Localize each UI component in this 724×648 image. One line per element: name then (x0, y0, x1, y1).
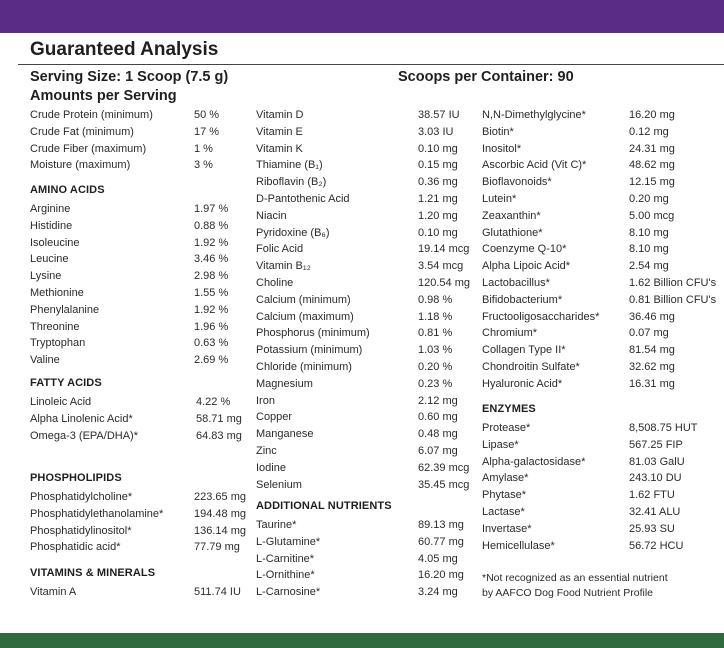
nutrient-value: 0.98 % (418, 293, 453, 306)
nutrient-value: 0.12 mg (629, 125, 669, 138)
nutrient-name: Lutein* (482, 193, 517, 205)
nutrient-value: 136.14 mg (194, 524, 246, 537)
nutrient-value: 5.00 mcg (629, 209, 675, 222)
nutrient-name: Niacin (256, 209, 287, 222)
nutrient-name: L-Ornithine* (256, 569, 315, 582)
nutrient-name: Chromium* (482, 327, 538, 340)
nutrient-value: 16.20 mg (629, 109, 675, 121)
nutrient-value: 77.79 mg (194, 541, 240, 554)
nutrient-value: 50 % (194, 109, 220, 121)
nutrient-value: 0.60 mg (418, 411, 458, 424)
nutrient-name: Chondroitin Sulfate* (482, 361, 580, 373)
nutrient-name: Hemicellulase* (482, 539, 555, 552)
nutrient-value: 8.10 mg (629, 243, 669, 256)
nutrient-value: 17 % (194, 125, 220, 138)
nutrient-value: 0.10 mg (418, 142, 458, 155)
nutrient-value: 56.72 HCU (629, 539, 684, 552)
nutrient-value: 0.88 % (194, 219, 229, 232)
nutrient-name: Chloride (minimum) (256, 361, 352, 373)
top-color-band (0, 0, 724, 33)
nutrient-name: Iodine (256, 461, 286, 474)
vitamins-minerals-heading: VITAMINS & MINERALS (30, 567, 156, 579)
nutrient-value: 2.54 mg (629, 260, 669, 273)
nutrient-value: 89.13 mg (418, 519, 464, 531)
nutrient-value: 16.20 mg (418, 569, 464, 582)
nutrient-name: Tryptophan (30, 337, 86, 350)
nutrient-value: 0.15 mg (418, 159, 458, 172)
nutrient-name: Coenzyme Q-10* (482, 243, 567, 256)
nutrient-name: Protease* (482, 422, 531, 434)
phospholipids-heading: PHOSPHOLIPIDS (30, 472, 122, 484)
nutrient-value: 0.10 mg (418, 226, 458, 239)
nutrient-value: 38.57 IU (418, 109, 460, 121)
nutrient-value: 194.48 mg (194, 507, 246, 520)
nutrient-name: Phosphorus (minimum) (256, 327, 370, 340)
nutrient-name: Iron (256, 394, 275, 407)
nutrient-value: 567.25 FIP (629, 438, 683, 451)
nutrient-value: 3 % (194, 159, 213, 172)
nutrient-value: 0.81 Billion CFU's (629, 293, 717, 306)
nutrient-value: 3.46 % (194, 253, 229, 266)
nutrient-value: 32.62 mg (629, 361, 675, 373)
nutrient-name: Biotin* (482, 125, 514, 138)
nutrient-value: 4.05 mg (418, 552, 458, 565)
nutrient-value: 223.65 mg (194, 491, 246, 503)
nutrient-value: 2.69 % (194, 354, 229, 367)
nutrient-value: 120.54 mg (418, 277, 470, 289)
nutrient-value: 0.20 mg (629, 193, 669, 205)
nutrient-name: N,N-Dimethylglycine* (482, 109, 586, 121)
nutrient-name: Invertase* (482, 522, 532, 535)
nutrient-name: Phosphatidylethanolamine* (30, 507, 164, 520)
nutrient-name: Taurine* (256, 519, 297, 531)
nutrient-name: Vitamin B₁₂ (256, 260, 311, 273)
nutrient-name: Arginine (30, 203, 71, 215)
nutrient-name: Fructooligosaccharides* (482, 310, 600, 323)
nutrient-value: 3.54 mcg (418, 260, 464, 273)
nutrient-value: 81.54 mg (629, 344, 675, 357)
nutrient-name: Phosphatidylinositol* (30, 524, 132, 537)
nutrient-value: 1.92 % (194, 236, 229, 249)
nutrient-value: 35.45 mcg (418, 478, 470, 491)
nutrient-name: Amylase* (482, 472, 529, 485)
nutrient-name: Choline (256, 277, 294, 289)
nutrient-name: D-Pantothenic Acid (256, 193, 350, 205)
nutrient-name: Vitamin A (30, 586, 77, 598)
amino-acids-heading: AMINO ACIDS (30, 184, 105, 196)
nutrient-name: Calcium (maximum) (256, 310, 354, 323)
nutrient-value: 0.07 mg (629, 327, 669, 340)
nutrient-value: 6.07 mg (418, 445, 458, 457)
nutrient-name: Moisture (maximum) (30, 159, 131, 172)
nutrient-name: Histidine (30, 219, 73, 232)
nutrient-value: 1.20 mg (418, 209, 458, 222)
nutrient-name: Selenium (256, 478, 302, 491)
nutrient-value: 4.22 % (196, 396, 231, 408)
nutrient-value: 243.10 DU (629, 472, 682, 485)
serving-size: Serving Size: 1 Scoop (7.5 g) (30, 69, 229, 85)
nutrient-value: 16.31 mg (629, 377, 675, 390)
nutrient-name: L-Carnitine* (256, 552, 315, 565)
nutrient-name: Phenylalanine (30, 303, 100, 316)
nutrient-name: Phytase* (482, 489, 527, 502)
nutrient-value: 3.24 mg (418, 586, 458, 599)
nutrient-value: 24.31 mg (629, 142, 675, 155)
nutrient-name: Leucine (30, 253, 69, 266)
page-title: Guaranteed Analysis (30, 39, 219, 60)
nutrient-name: Folic Acid (256, 243, 304, 256)
nutrient-name: Thiamine (B₁) (256, 159, 323, 172)
nutrient-name: Crude Fiber (maximum) (30, 142, 147, 155)
amounts-per-serving: Amounts per Serving (30, 88, 177, 104)
nutrient-name: Methionine (30, 287, 84, 299)
additional-nutrients-heading: ADDITIONAL NUTRIENTS (256, 500, 392, 512)
nutrient-name: Bifidobacterium* (482, 293, 563, 306)
nutrient-name: Bioflavonoids* (482, 176, 552, 189)
nutrient-name: Pyridoxine (B₆) (256, 226, 330, 239)
nutrient-name: Vitamin E (256, 125, 303, 138)
nutrient-value: 81.03 GalU (629, 455, 685, 468)
nutrient-value: 0.36 mg (418, 176, 458, 189)
nutrient-name: Inositol* (482, 142, 522, 155)
nutrient-value: 0.20 % (418, 361, 453, 373)
nutrient-value: 62.39 mcg (418, 461, 470, 474)
nutrient-name: Manganese (256, 428, 314, 441)
nutrient-value: 1.18 % (418, 310, 453, 323)
nutrient-name: Crude Protein (minimum) (30, 109, 153, 121)
nutrient-value: 19.14 mcg (418, 243, 470, 256)
nutrient-name: Alpha Lipoic Acid* (482, 260, 571, 273)
nutrient-name: Omega-3 (EPA/DHA)* (30, 429, 138, 442)
nutrient-name: Zinc (256, 445, 277, 457)
scoops-per-container: Scoops per Container: 90 (398, 69, 574, 85)
nutrient-name: Ascorbic Acid (Vit C)* (482, 159, 587, 172)
nutrient-name: Phosphatidic acid* (30, 541, 121, 554)
nutrient-value: 36.46 mg (629, 310, 675, 323)
nutrient-name: Alpha Linolenic Acid* (30, 412, 133, 425)
nutrient-name: L-Glutamine* (256, 535, 321, 548)
nutrient-value: 1.62 Billion CFU's (629, 277, 717, 289)
bottom-color-band (0, 633, 724, 648)
nutrient-name: Lactase* (482, 506, 525, 518)
nutrient-value: 32.41 ALU (629, 506, 681, 518)
nutrient-name: Glutathione* (482, 226, 543, 239)
nutrient-name: Crude Fat (minimum) (30, 125, 134, 138)
nutrient-value: 1.03 % (418, 344, 453, 357)
nutrient-name: Alpha-galactosidase* (482, 455, 586, 468)
nutrient-value: 1 % (194, 142, 213, 155)
nutrient-name: Hyaluronic Acid* (482, 377, 563, 390)
title-divider (18, 64, 724, 65)
nutrient-value: 60.77 mg (418, 535, 464, 548)
nutrient-name: Lipase* (482, 438, 519, 451)
nutrient-name: Linoleic Acid (30, 396, 92, 408)
nutrient-name: Lactobacillus* (482, 277, 550, 289)
nutrient-value: 3.03 IU (418, 125, 454, 138)
nutrient-value: 1.97 % (194, 203, 229, 215)
nutrient-value: 2.98 % (194, 270, 229, 283)
nutrient-name: Lysine (30, 270, 62, 283)
nutrient-value: 1.92 % (194, 303, 229, 316)
fatty-acids-heading: FATTY ACIDS (30, 377, 102, 389)
nutrient-name: Riboflavin (B₂) (256, 176, 327, 189)
nutrient-value: 1.21 mg (418, 193, 458, 205)
nutrient-value: 12.15 mg (629, 176, 675, 189)
nutrient-name: Valine (30, 354, 60, 367)
nutrient-value: 1.96 % (194, 320, 229, 333)
nutrient-name: Vitamin D (256, 109, 304, 121)
nutrient-value: 1.55 % (194, 287, 229, 299)
footnote-line-2: by AAFCO Dog Food Nutrient Profile (482, 587, 653, 599)
nutrient-name: Copper (256, 411, 293, 424)
footnote-line-1: *Not recognized as an essential nutrient (482, 572, 668, 584)
nutrient-value: 8.10 mg (629, 226, 669, 239)
nutrient-name: L-Carnosine* (256, 586, 321, 599)
nutrient-value: 58.71 mg (196, 412, 242, 425)
nutrient-name: Phosphatidylcholine* (30, 491, 133, 503)
nutrient-name: Threonine (30, 320, 80, 333)
nutrient-name: Calcium (minimum) (256, 293, 351, 306)
nutrient-name: Collagen Type II* (482, 344, 566, 357)
nutrient-name: Potassium (minimum) (256, 344, 363, 357)
nutrient-value: 8,508.75 HUT (629, 422, 698, 434)
nutrient-value: 0.23 % (418, 377, 453, 390)
nutrient-value: 0.81 % (418, 327, 453, 340)
nutrient-value: 64.83 mg (196, 429, 242, 442)
nutrient-value: 0.48 mg (418, 428, 458, 441)
nutrient-name: Vitamin K (256, 142, 303, 155)
nutrient-value: 2.12 mg (418, 394, 458, 407)
nutrient-name: Zeaxanthin* (482, 209, 541, 222)
nutrient-value: 0.63 % (194, 337, 229, 350)
nutrient-value: 25.93 SU (629, 522, 675, 535)
nutrient-name: Magnesium (256, 377, 313, 390)
nutrient-value: 1.62 FTU (629, 489, 675, 502)
enzymes-heading: ENZYMES (482, 403, 536, 415)
nutrient-value: 511.74 IU (194, 586, 241, 598)
nutrient-name: Isoleucine (30, 236, 80, 249)
nutrient-value: 48.62 mg (629, 159, 675, 172)
